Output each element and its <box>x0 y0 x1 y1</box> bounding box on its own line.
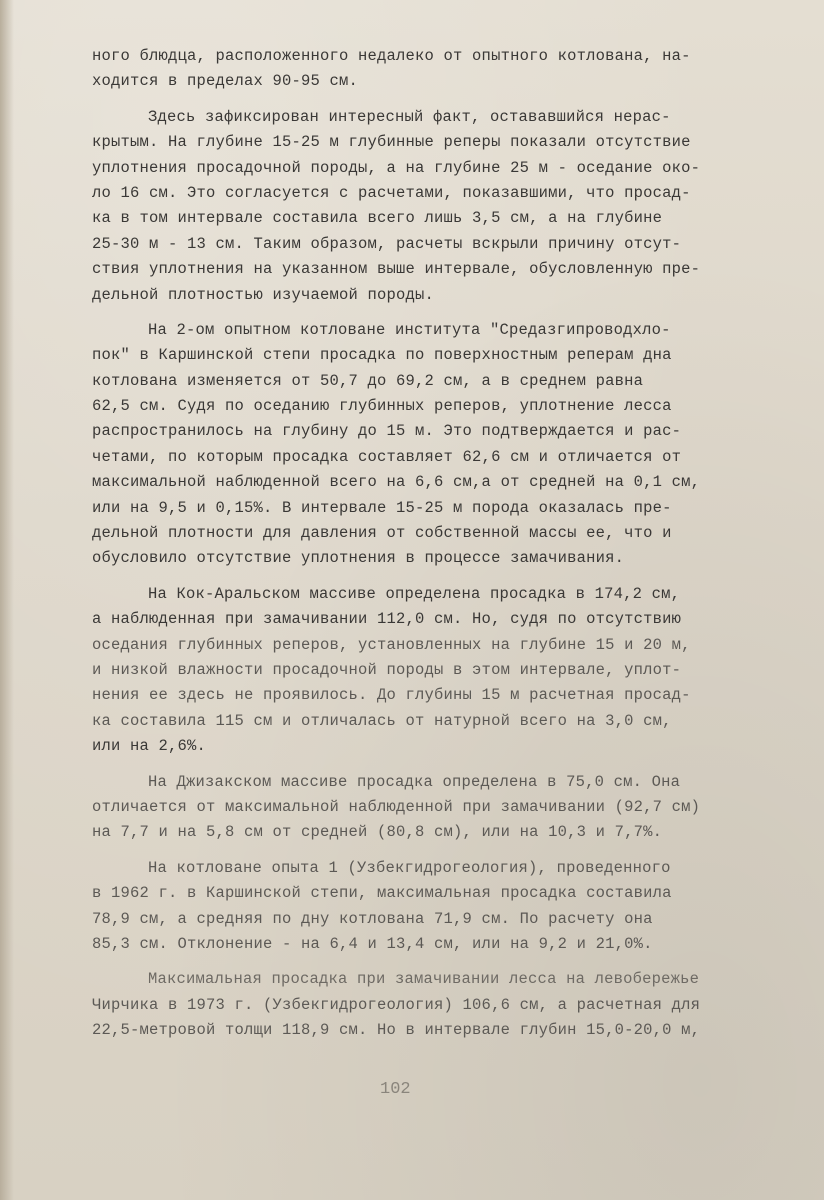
text-line: или на 2,6%. <box>92 737 207 756</box>
text-line: 22,5-метровой толщи 118,9 см. Но в интервале глубин 15,0-20,0 м, <box>92 1021 701 1040</box>
text-line: крытым. На глубине 15-25 м глубинные реперы показали отсутствие <box>92 133 691 152</box>
text-line: На 2-ом опытном котловане института "Средазгипроводхло- <box>148 320 671 339</box>
text-line: котлована изменяется от 50,7 до 69,2 см, а в среднем равна <box>92 371 644 390</box>
text-line: уплотнения просадочной породы, а на глубине 25 м - оседание око- <box>92 158 701 177</box>
paragraph <box>92 318 782 572</box>
paragraph <box>92 44 782 95</box>
text-line: пок" в Каршинской степи просадка по поверхностным реперам дна <box>92 346 672 365</box>
text-line: четами, по которым просадка составляет 62,6 см и отличается от <box>92 447 682 466</box>
text-line: дельной плотности для давления от собственной массы ее, что и <box>92 524 672 543</box>
document-body <box>92 44 782 1043</box>
paragraph <box>92 770 782 846</box>
text-line: или на 9,5 и 0,15%. В интервале 15-25 м порода оказалась пре- <box>92 498 672 517</box>
text-line: На котловане опыта 1 (Узбекгидрогеология), проведенного <box>148 858 671 877</box>
text-line: ствия уплотнения на указанном выше интервале, обусловленную пре- <box>92 260 701 279</box>
text-line: максимальной наблюденной всего на 6,6 см,а от средней на 0,1 см, <box>92 473 701 492</box>
page-edge-shadow <box>0 0 14 1200</box>
text-line: Чирчика в 1973 г. (Узбекгидрогеология) 106,6 см, а расчетная для <box>92 995 701 1014</box>
paragraph <box>92 582 782 760</box>
text-line: а наблюденная при замачивании 112,0 см. Но, судя по отсутствию <box>92 610 682 629</box>
text-line: на 7,7 и на 5,8 см от средней (80,8 см), или на 10,3 и 7,7%. <box>92 823 663 842</box>
text-line: 25-30 м - 13 см. Таким образом, расчеты вскрыли причину отсут- <box>92 234 682 253</box>
text-line: На Кок-Аральском массиве определена просадка в 174,2 см, <box>148 584 681 603</box>
text-line: в 1962 г. в Каршинской степи, максимальная просадка составила <box>92 884 672 903</box>
paragraph <box>92 856 782 958</box>
text-line: ного блюдца, расположенного недалеко от опытного котлована, на- <box>92 47 691 65</box>
paragraph <box>92 967 782 1043</box>
text-line: нения ее здесь не проявилось. До глубины 15 м расчетная просад- <box>92 686 691 705</box>
text-line: ло 16 см. Это согласуется с расчетами, показавшими, что просад- <box>92 183 691 202</box>
text-line: 62,5 см. Судя по оседанию глубинных реперов, уплотнение лесса <box>92 397 672 416</box>
text-line: На Джизакском массиве просадка определена в 75,0 см. Она <box>148 772 681 791</box>
text-line: отличается от максимальной наблюденной при замачивании (92,7 см) <box>92 797 701 816</box>
text-line: Максимальная просадка при замачивании лесса на левобережье <box>148 970 700 989</box>
page-number: 102 <box>380 1080 411 1099</box>
text-line: дельной плотностью изучаемой породы. <box>92 285 435 304</box>
text-line: 78,9 см, а средняя по дну котлована 71,9 см. По расчету она <box>92 909 653 928</box>
text-line: обусловило отсутствие уплотнения в процессе замачивания. <box>92 549 625 568</box>
text-line: ка в том интервале составила всего лишь 3,5 см, а на глубине <box>92 209 663 228</box>
text-line: распространилось на глубину до 15 м. Это подтверждается и рас- <box>92 422 682 441</box>
text-line: ходится в пределах 90-95 см. <box>92 72 359 91</box>
text-line: и низкой влажности просадочной породы в этом интервале, уплот- <box>92 660 682 679</box>
paragraph <box>92 105 782 308</box>
text-line: оседания глубинных реперов, установленных на глубине 15 и 20 м, <box>92 635 691 654</box>
text-line: 85,3 см. Отклонение - на 6,4 и 13,4 см, или на 9,2 и 21,0%. <box>92 934 653 953</box>
text-line: ка составила 115 см и отличалась от натурной всего на 3,0 см, <box>92 711 672 730</box>
text-line: Здесь зафиксирован интересный факт, остававшийся нерас- <box>148 107 671 126</box>
